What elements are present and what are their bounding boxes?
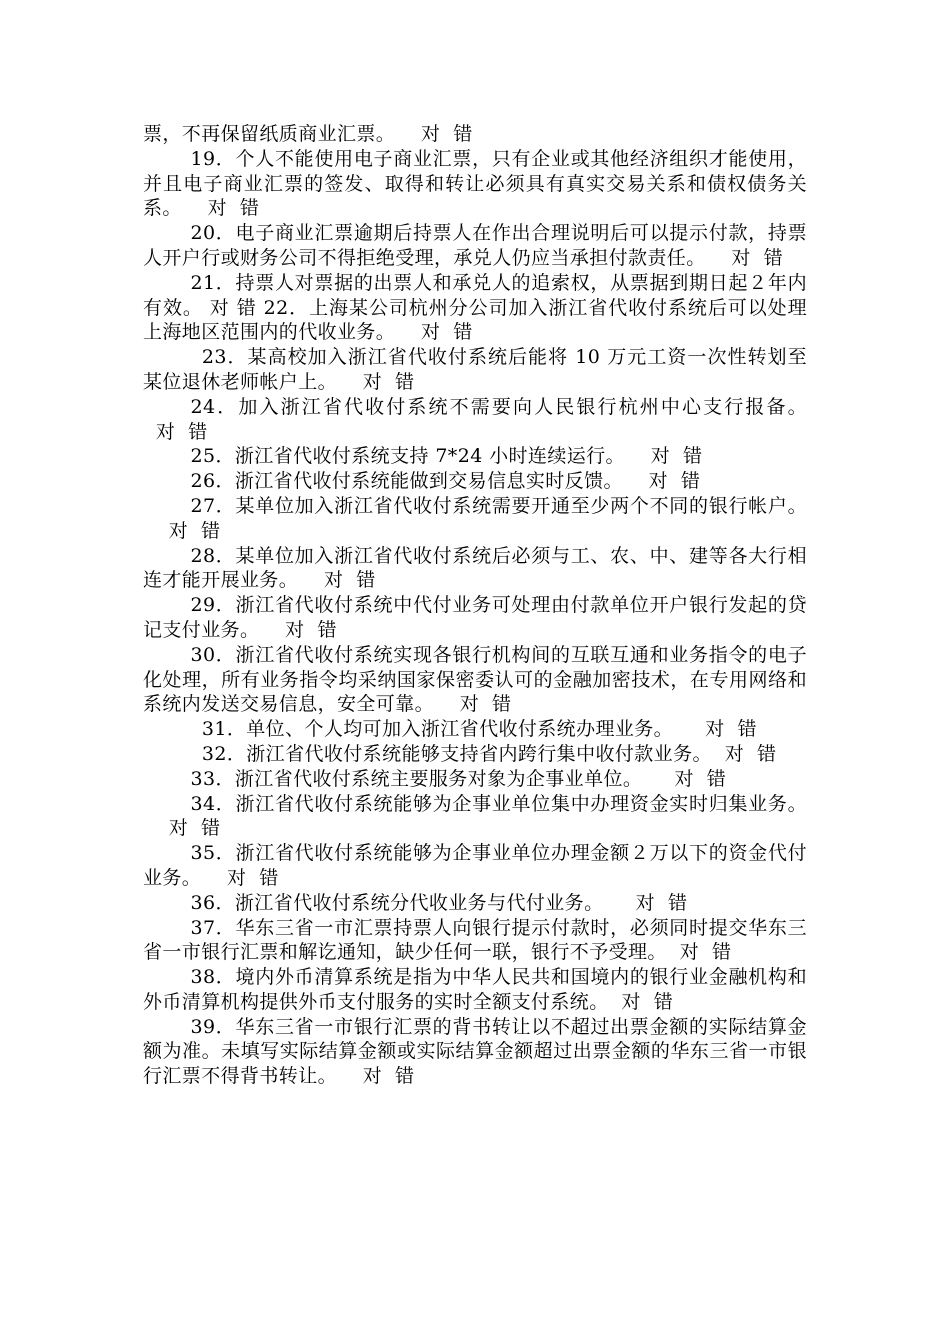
question-text: 38．境内外币清算系统是指为中华人民共和国境内的银行业金融机构和外币清算机构提供外币支付服务的实时全额支付系统。 [143,966,807,1013]
question-text: 20．电子商业汇票逾期后持票人在作出合理说明后可以提示付款，持票人开户行或财务公司不得拒绝受理，承兑人仍应当承担付款责任。 [143,222,807,269]
question-text: 25．浙江省代收付系统支持 7*24 小时连续运行。 [190,445,625,468]
true-false-marks: 对 错 [143,817,221,840]
true-false-marks: 对 错 [143,420,208,443]
true-false-marks: 对 错 [434,693,512,716]
question-text: 33．浙江省代收付系统主要服务对象为企事业单位。 [190,767,643,790]
question-37 [143,916,807,966]
question-25 [143,444,807,469]
paragraph-18-tail [143,122,807,147]
true-false-marks: 对 错 [259,618,337,641]
question-30 [143,643,807,717]
question-text: 29．浙江省代收付系统中代付业务可处理由付款单位开户银行发起的贷记支付业务。 [143,594,807,641]
true-false-marks: 对 错 [337,370,415,393]
question-text: 35．浙江省代收付系统能够为企事业单位办理金额２万以下的资金代付业务。 [143,842,807,889]
question-text: 39．华东三省一市银行汇票的背书转让以不超过出票金额的实际结算金额为准。未填写实际结算金额或实际结算金额超过出票金额的华东三省一市银行汇票不得背书转让。 [143,1015,807,1088]
question-33 [143,767,807,792]
question-text: 31．单位、个人均可加入浙江省代收付系统办理业务。 [201,718,674,741]
question-26 [143,469,807,494]
question-21-22 [143,271,807,345]
true-false-marks: 对 错 [298,569,376,592]
true-false-marks: 对 错 [624,445,703,468]
question-28 [143,544,807,594]
question-35 [143,841,807,891]
true-false-marks: 对 错 [181,197,260,220]
paragraph-text: 票，不再保留纸质商业汇票。 [143,123,396,145]
question-text: 28．某单位加入浙江省代收付系统后必须与工、农、中、建等各大行相连才能开展业务。 [143,544,807,592]
true-false-marks: 对 错 [711,742,777,765]
question-text: 24．加入浙江省代收付系统不需要向人民银行杭州中心支行报备。 [190,395,807,418]
question-text: 26．浙江省代收付系统能做到交易信息实时反馈。 [190,470,623,493]
question-text: 34．浙江省代收付系统能够为企事业单位集中办理资金实时归集业务。 [190,792,807,815]
question-20 [143,221,807,271]
true-false-marks: 对 错 [673,718,757,741]
question-38 [143,965,807,1015]
true-false-marks: 对 错 [395,123,473,145]
true-false-marks: 对 错 [603,891,688,914]
question-text: 37．华东三省一市汇票持票人向银行提示付款时，必须同时提交华东三省一市银行汇票和解讫通知，缺少任何一联，银行不予受理。 [143,916,807,964]
true-false-marks: 对 错 [666,941,732,964]
true-false-marks: 对 错 [337,1065,415,1088]
question-39 [143,1015,807,1089]
true-false-marks: 对 错 [642,767,727,790]
question-text: 30．浙江省代收付系统实现各银行机构间的互联互通和业务指令的电子化处理，所有业务指令均采纳国家保密委认可的金融加密技术，在专用网络和系统内发送交易信息，安全可靠。 [143,643,807,716]
question-34 [143,792,807,842]
question-text: 19．个人不能使用电子商业汇票，只有企业或其他经济组织才能使用，并且电子商业汇票的签发、取得和转让必须具有真实交易关系和债权债务关系。 [143,147,807,220]
true-false-marks: 对 错 [143,519,221,542]
question-text: 23．某高校加入浙江省代收付系统后能将 10 万元工资一次性转划至某位退休老师帐户上。 [143,346,807,393]
question-29 [143,593,807,643]
question-text: 27．某单位加入浙江省代收付系统需要开通至少两个不同的银行帐户。 [190,494,807,517]
true-false-marks: 对 错 [608,990,674,1013]
document-page [143,122,807,1089]
question-24 [143,395,807,445]
question-text: 21．持票人对票据的出票人和承兑人的追索权，从票据到期日起２年内有效。 对 错 22．上海某公司杭州分公司加入浙江省代收付系统后可以处理上海地区范围内的代收业务。 [143,271,807,344]
true-false-marks: 对 错 [395,321,473,344]
question-31 [143,717,807,742]
question-text: 36．浙江省代收付系统分代收业务与代付业务。 [190,891,604,914]
question-27 [143,494,807,544]
question-36 [143,891,807,916]
question-32 [143,742,807,767]
true-false-marks: 对 错 [622,470,701,493]
question-19 [143,147,807,221]
question-23 [143,345,807,395]
true-false-marks: 对 错 [201,866,279,889]
true-false-marks: 对 错 [705,246,784,269]
question-text: 32．浙江省代收付系统能够支持省内跨行集中收付款业务。 [201,742,712,765]
